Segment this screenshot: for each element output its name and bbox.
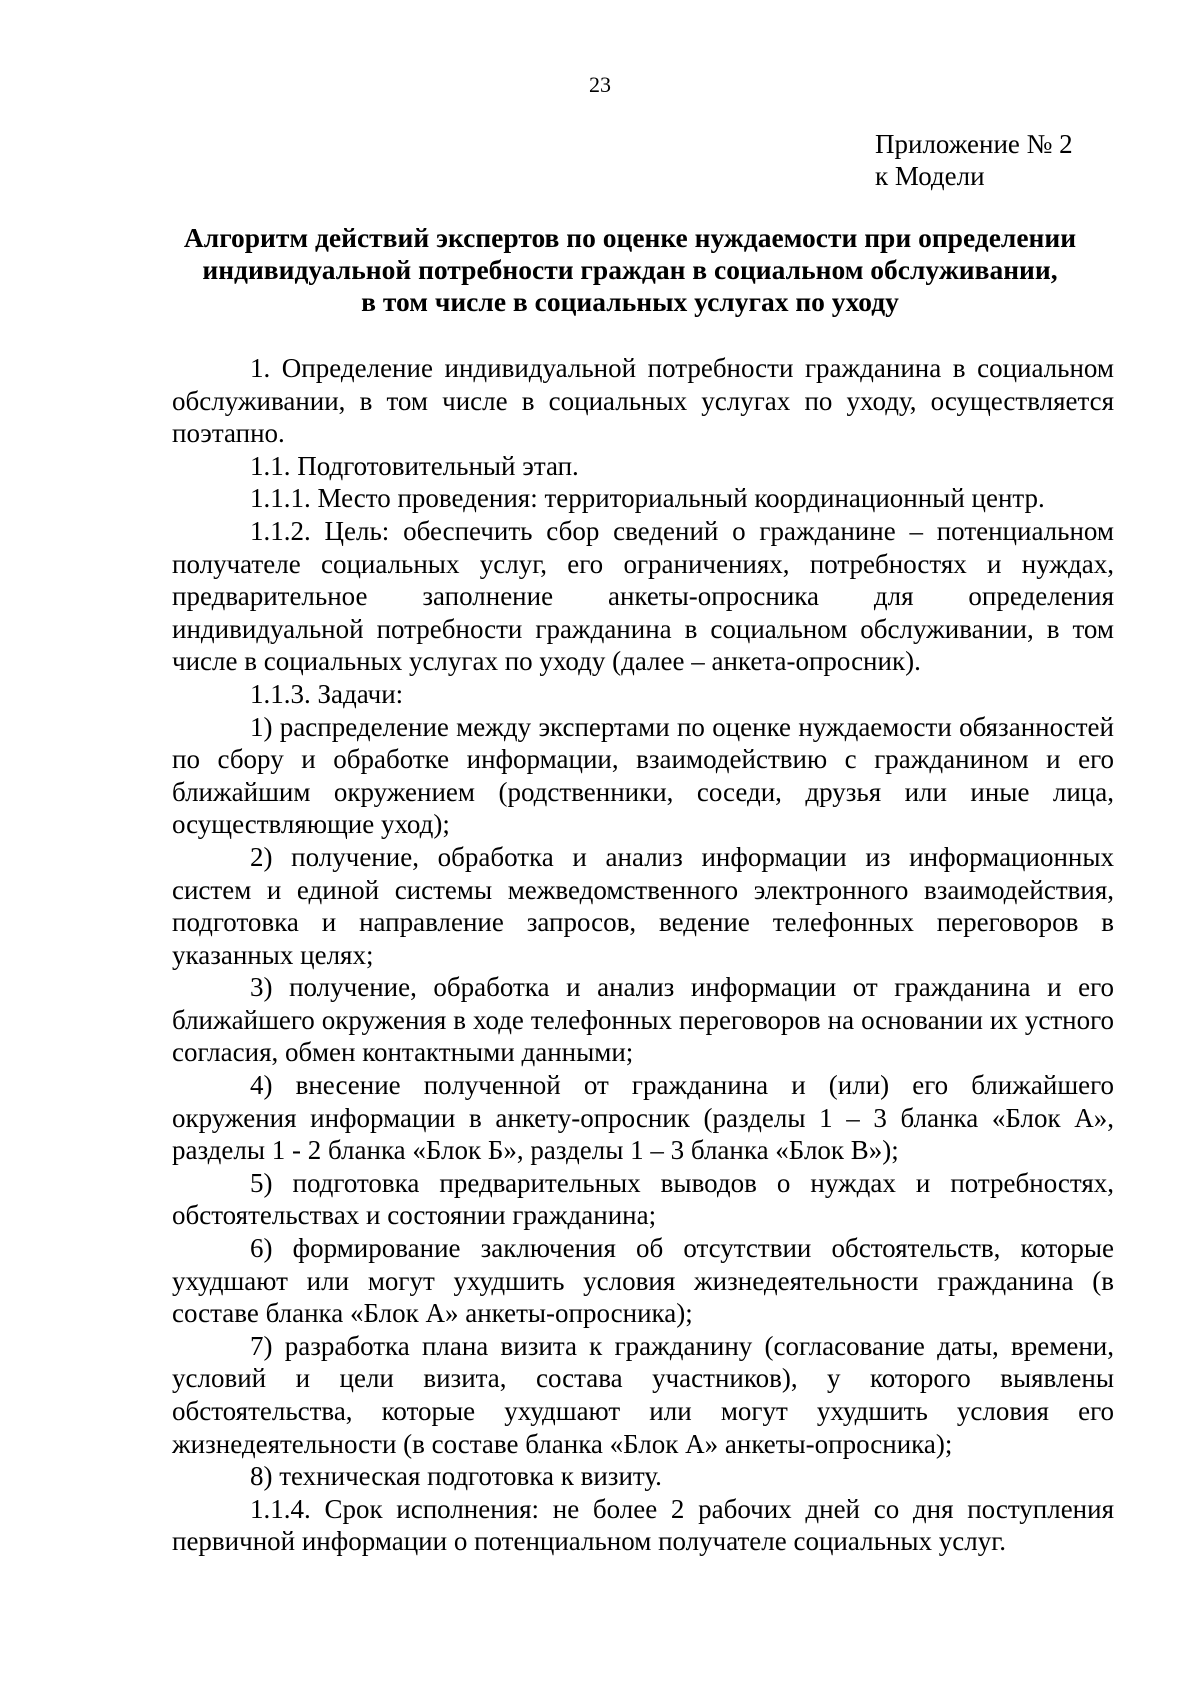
- task-item-1: 1) распределение между экспертами по оценке нуждаемости обязанностей по сбору и обработке информации, взаимодействию с гражданином и его ближайшим окружением (родственники, соседи, друзья или иные лица, осуществляющие уход);: [172, 711, 1114, 840]
- document-title: [160, 222, 1100, 318]
- appendix-header: [875, 128, 1073, 192]
- task-item-8: 8) техническая подготовка к визиту.: [250, 1461, 662, 1492]
- task-item-3: 3) получение, обработка и анализ информации от гражданина и его ближайшего окружения в ходе телефонных переговоров на основании их устного согласия, обмен контактными данными;: [172, 972, 1114, 1068]
- document-body: [172, 352, 1114, 1558]
- task-item-5: 5) подготовка предварительных выводов о нуждах и потребностях, обстоятельствах и состоянии гражданина;: [172, 1167, 1114, 1231]
- appendix-line-2: к Модели: [875, 161, 985, 191]
- task-item-4: 4) внесение полученной от гражданина и (или) его ближайшего окружения информации в анкету-опросник (разделы 1 – 3 бланка «Блок А», разделы 1 - 2 бланка «Блок Б», разделы 1 – 3 бланка «Блок В»);: [172, 1070, 1114, 1166]
- page-number: 23: [589, 72, 611, 97]
- paragraph-1-1-4: 1.1.4. Срок исполнения: не более 2 рабочих дней со дня поступления первичной информации о потенциальном получателе социальных услуг.: [172, 1493, 1114, 1557]
- title-line-1: Алгоритм действий экспертов по оценке нуждаемости при определении: [183, 222, 1077, 253]
- title-line-2: индивидуальной потребности граждан в социальном обслуживании,: [202, 254, 1058, 285]
- task-item-7: 7) разработка плана визита к гражданину (согласование даты, времени, условий и цели визита, состава участников), у которого выявлены обстоятельства, которые ухудшают или могут ухудшить условия его жизнедеятельности (в составе бланка «Блок А» анкеты-опросника);: [172, 1330, 1114, 1459]
- title-line-3: в том числе в социальных услугах по уходу: [361, 286, 899, 317]
- paragraph-1: 1. Определение индивидуальной потребности гражданина в социальном обслуживании, в том числе в социальных услугах по уходу, осуществляется поэтапно.: [172, 353, 1114, 449]
- paragraph-1-1: 1.1. Подготовительный этап.: [250, 450, 579, 481]
- paragraph-1-1-2: 1.1.2. Цель: обеспечить сбор сведений о гражданине – потенциальном получателе социальных услуг, его ограничениях, потребностях и нуждах, предварительное заполнение анкеты-опросника для определения индивидуальной потребности гражданина в социальном обслуживании, в том числе в социальных услугах по уходу (далее – анкета-опросник).: [172, 515, 1114, 677]
- task-item-6: 6) формирование заключения об отсутствии обстоятельств, которые ухудшают или могут ухудшить условия жизнедеятельности гражданина (в составе бланка «Блок А» анкеты-опросника);: [172, 1233, 1114, 1329]
- appendix-line-1: Приложение № 2: [875, 129, 1073, 159]
- task-item-2: 2) получение, обработка и анализ информации из информационных систем и единой системы межведомственного электронного взаимодействия, подготовка и направление запросов, ведение телефонных переговоров в указанных целях;: [172, 841, 1114, 970]
- paragraph-1-1-3: 1.1.3. Задачи:: [250, 678, 404, 709]
- paragraph-1-1-1: 1.1.1. Место проведения: территориальный координационный центр.: [250, 483, 1045, 514]
